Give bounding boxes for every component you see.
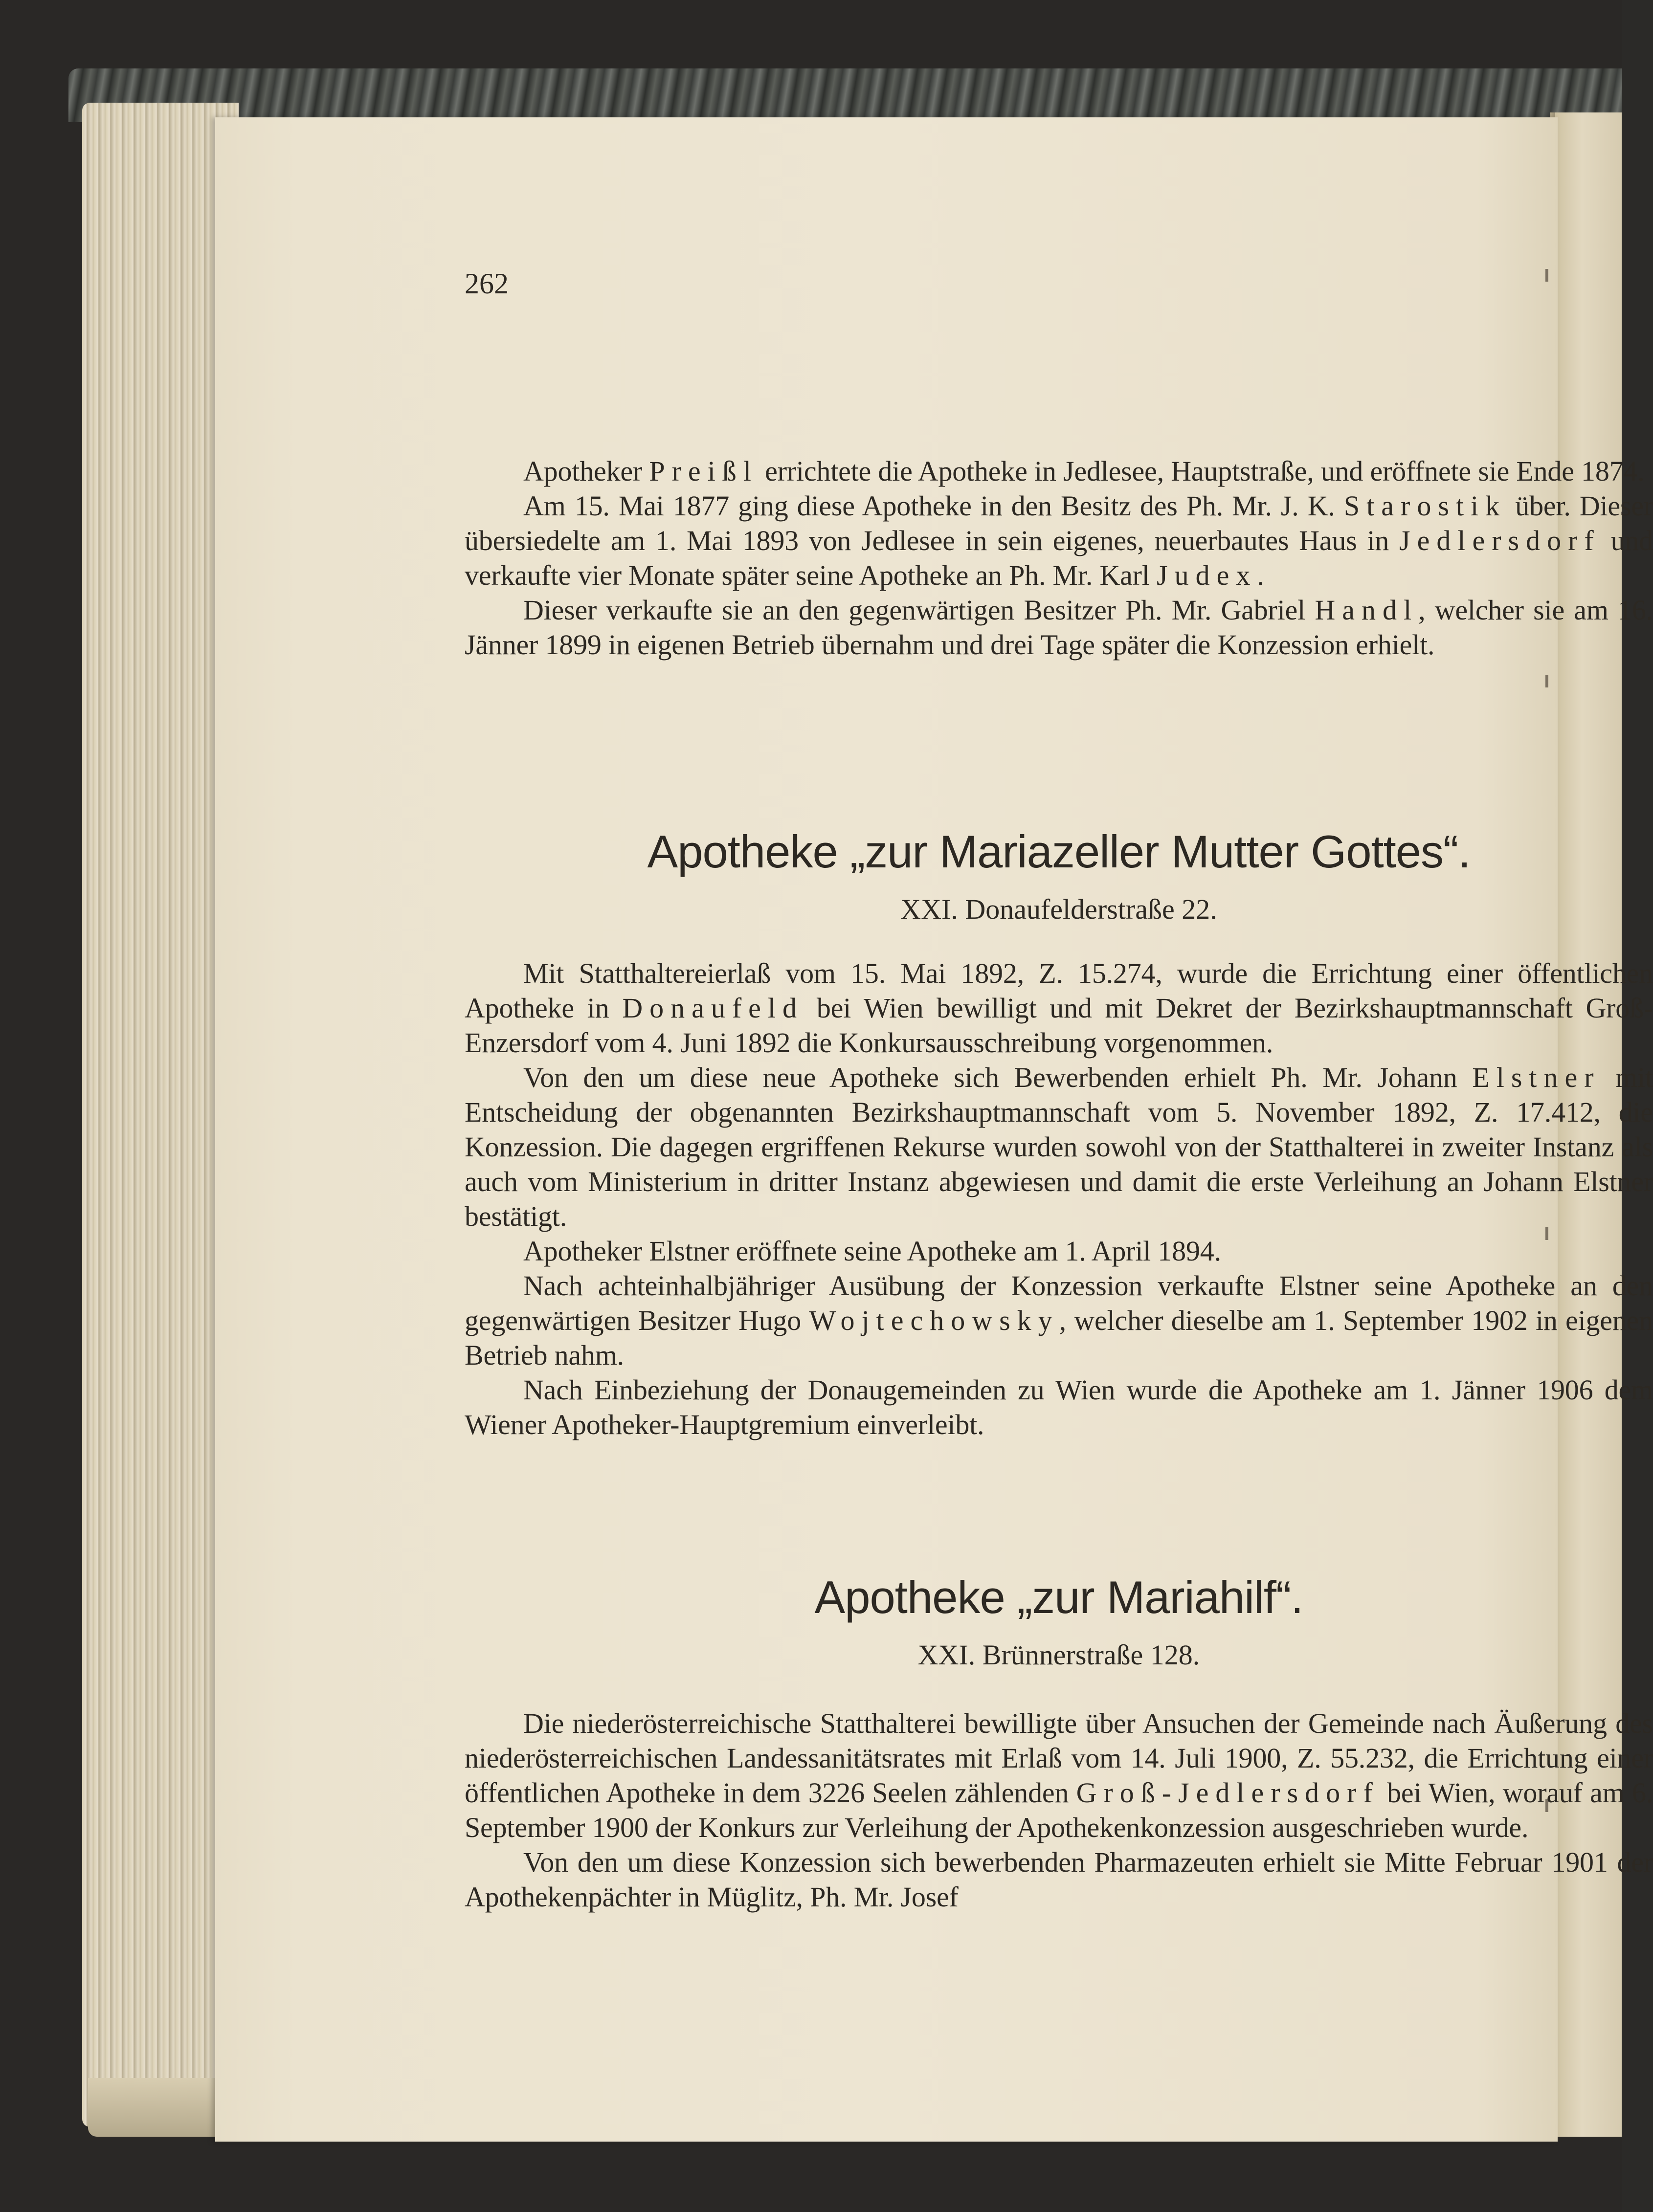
paragraph: Von den um diese neue Apotheke sich Bewerbenden erhielt Ph. Mr. Johann Elstner mit Entscheidung der obgenannten Bezirkshauptmannschaft vom 5. November 1892, Z. 17.412, die Konzession. Die dagegen ergriffenen Rekurse wurden sowohl von der Statthalterei in zweiter Instanz als auch vom Ministerium in dritter Instanz abgewiesen und damit die erste Verleihung an Johann Elstner bestätigt. bbox=[465, 1062, 1653, 1232]
paragraph: Nach achteinhalbjähriger Ausübung der Konzession verkaufte Elstner seine Apotheke an den gegenwärtigen Besitzer Hugo Wojtechowsky, welcher dieselbe am 1. September 1902 in eigenen Betrieb nahm. bbox=[465, 1270, 1653, 1371]
section-title: Apotheke „zur Mariazeller Mutter Gottes“. bbox=[647, 826, 1471, 877]
margin-mark bbox=[1545, 675, 1548, 687]
paragraph: Apotheker Elstner eröffnete seine Apotheke am 1. April 1894. bbox=[523, 1235, 1221, 1267]
section-mariazeller bbox=[465, 956, 1653, 1442]
spaced-name: Donaufeld bbox=[622, 992, 804, 1024]
paragraph: Mit Statthaltereierlaß vom 15. Mai 1892, Z. 15.274, wurde die Errichtung einer öffentlichen Apotheke in Donaufeld bei Wien bewilligt und mit Dekret der Bezirkshauptmannschaft Groß-Enzersdorf vom 4. Juni 1892 die Konkursausschreibung vorgenommen. bbox=[465, 957, 1653, 1059]
book-cover-edge bbox=[68, 68, 1622, 122]
spaced-name: Preißl bbox=[649, 455, 758, 487]
spaced-name: Wojtechowsky bbox=[809, 1305, 1059, 1336]
page-number: 262 bbox=[465, 267, 509, 300]
paragraph: Apotheker Preißl errichtete die Apotheke in Jedlesee, Hauptstraße, und eröffnete sie Ende 1874. bbox=[523, 455, 1645, 487]
paragraph: Nach Einbeziehung der Donaugemeinden zu Wien wurde die Apotheke am 1. Jänner 1906 dem Wiener Apotheker-Hauptgremium einverleibt. bbox=[465, 1374, 1653, 1440]
spaced-name: Handl bbox=[1315, 594, 1419, 626]
section-address: XXI. Brünnerstraße 128. bbox=[917, 1639, 1200, 1671]
section-title: Apotheke „zur Mariahilf“. bbox=[814, 1571, 1303, 1623]
paragraph: Dieser verkaufte sie an den gegenwärtigen Besitzer Ph. Mr. Gabriel Handl, welcher sie am 16. Jänner 1899 in eigenen Betrieb übernahm und drei Tage später die Konzession erhielt. bbox=[465, 594, 1653, 661]
section-jedlesee bbox=[465, 454, 1653, 662]
spaced-name: Jedlersdorf bbox=[1399, 525, 1601, 556]
section-address: XXI. Donaufelderstraße 22. bbox=[900, 893, 1217, 925]
section-mariahilf bbox=[465, 1706, 1653, 1914]
margin-mark bbox=[1545, 269, 1548, 282]
paragraph: Am 15. Mai 1877 ging diese Apotheke in den Besitz des Ph. Mr. J. K. Starostik über. Dieser übersiedelte am 1. Mai 1893 von Jedlesee in sein eigenes, neuerbautes Haus in Jedlersdorf und verkaufte vier Monate später seine Apotheke an Ph. Mr. Karl Judex. bbox=[465, 490, 1653, 591]
spaced-name: Elstner bbox=[1472, 1062, 1601, 1093]
spaced-name: Judex bbox=[1157, 559, 1257, 591]
book-page bbox=[215, 117, 1653, 2142]
paragraph: Von den um diese Konzession sich bewerbenden Pharmazeuten erhielt sie Mitte Februar 1901 der Apothekenpächter in Müglitz, Ph. Mr. Josef bbox=[465, 1846, 1653, 1913]
paragraph: Die niederösterreichische Statthalterei bewilligte über Ansuchen der Gemeinde nach Äußerung des niederösterreichischen Landessanitätsrates mit Erlaß vom 14. Juli 1900, Z. 55.232, die Errichtung einer öffentlichen Apotheke in dem 3226 Seelen zählenden Groß-Jedlersdorf bei Wien, worauf am 6. September 1900 der Konkurs zur Verleihung der Apothekenkonzession ausgeschrieben wurde. bbox=[465, 1707, 1653, 1843]
spaced-name: Groß-Jedlersdorf bbox=[1076, 1777, 1380, 1809]
spaced-name: Starostik bbox=[1343, 490, 1507, 522]
